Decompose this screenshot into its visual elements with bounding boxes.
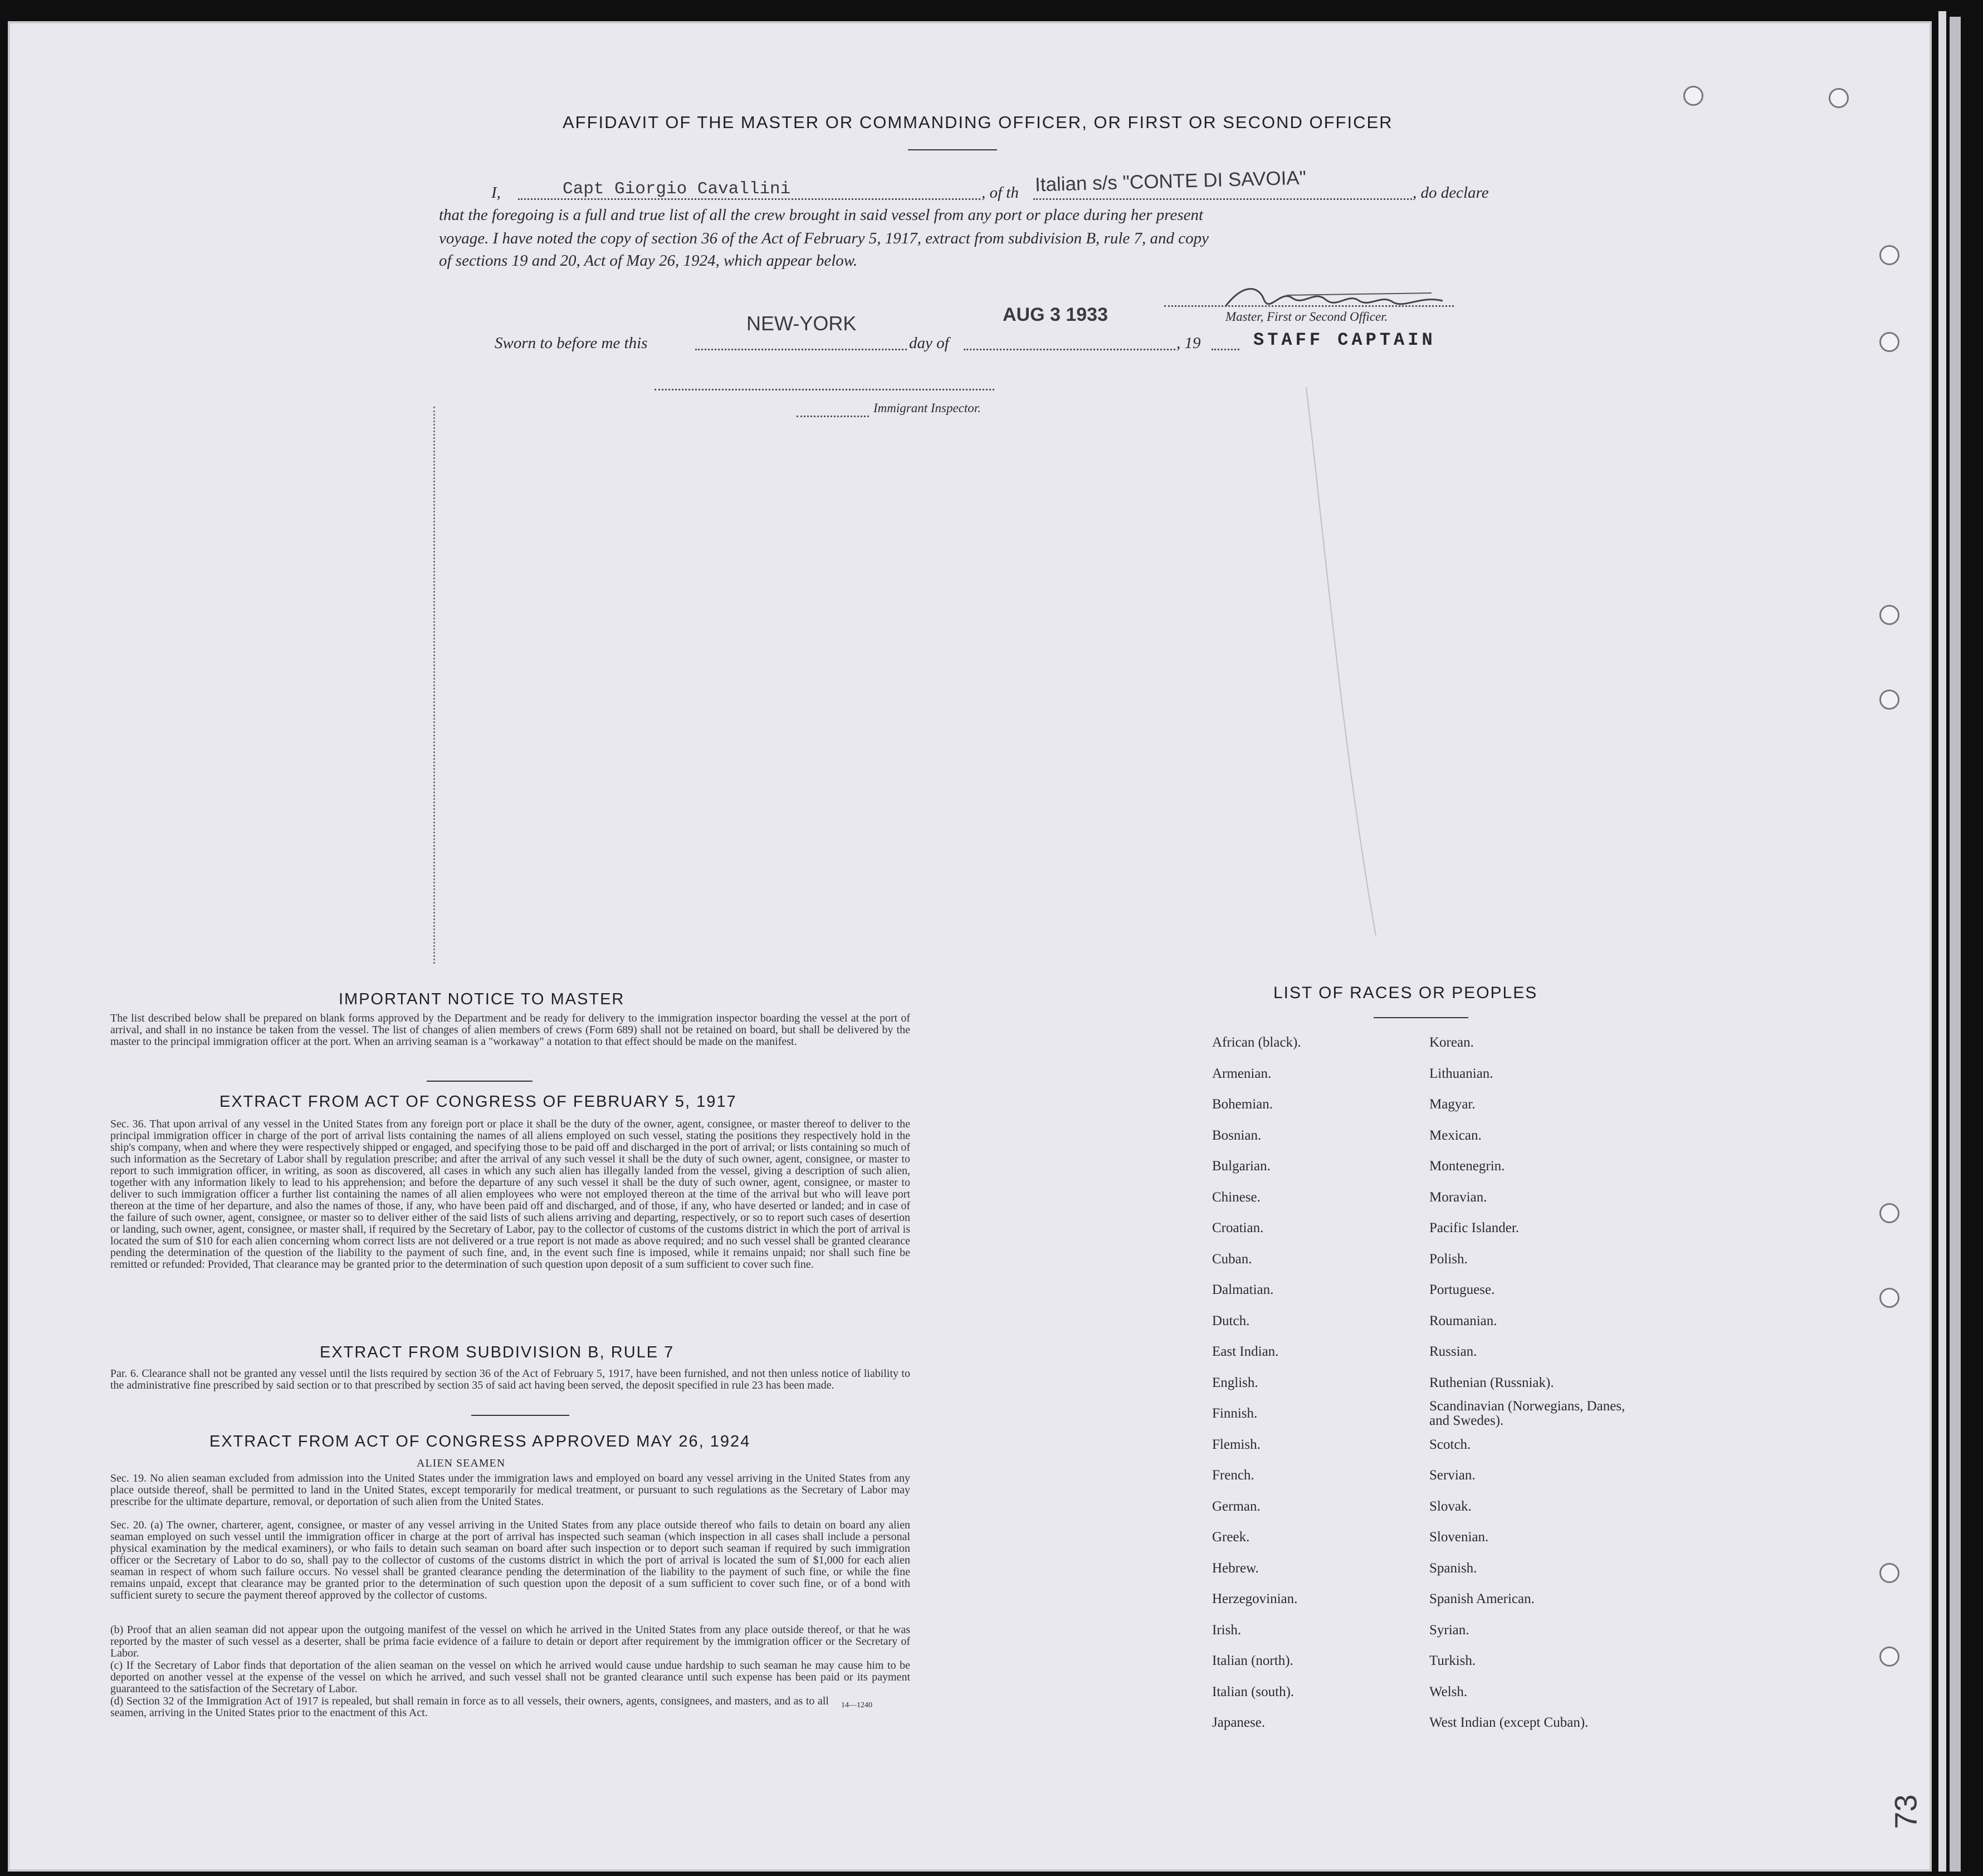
races-left-column (1212, 1027, 1301, 1738)
notice-rule (427, 1081, 533, 1082)
signer-title: Master, First or Second Officer. (1225, 310, 1388, 324)
left-margin-dots (433, 407, 435, 964)
punch-hole (1829, 88, 1849, 108)
race-item: Polish. (1429, 1251, 1468, 1267)
race-item: Spanish. (1429, 1560, 1477, 1576)
sworn-prefix: Sworn to before me this (495, 334, 648, 352)
race-item: African (black). (1212, 1035, 1301, 1050)
punch-hole (1879, 1563, 1899, 1583)
page-edge-shadow (1950, 17, 1961, 1872)
extract3-sec20d: (d) Section 32 of the Immigration Act of 1917 is repealed, but shall remain in force as to all vessels, their owners, agents, consignees, and masters, and as to all seamen, arriving in the United States prior to the enactment of this Act. (110, 1695, 829, 1719)
affidavit-of-the: , of th (981, 184, 1019, 202)
race-item: Welsh. (1429, 1684, 1468, 1699)
pencil-mark (1303, 384, 1381, 941)
race-item: Scandinavian (Norwegians, Danes, and Swedes). (1429, 1399, 1625, 1428)
inspector-line-short (797, 416, 869, 417)
extract2-title: EXTRACT FROM SUBDIVISION B, RULE 7 (320, 1344, 675, 1361)
race-item: Herzegovinian. (1212, 1591, 1298, 1606)
form-number: 14—1240 (841, 1701, 872, 1709)
race-item: Russian. (1429, 1344, 1477, 1359)
extract3-sec20a: Sec. 20. (a) The owner, charterer, agent, consignee, or master of any vessel arriving in the United States from any place outside thereof who fails to detain on board any alien seaman employed on such vessel until the immigration officer in charge at the port of arrival has inspected such seaman (which inspection in all cases shall include a personal physical examination by the medical examiners), or who fails to detain such seaman on board after such inspection or to deport such seaman if required by such immigration officer or the Secretary of Labor to do so, shall pay to the collector of customs of the customs district in which the port of arrival is located the sum of $1,000 for each alien seaman in respect of whom such failure occurs. No vessel shall be granted clearance pending the determination of the liability to the payment of such fine, or while the fine remains unpaid, except that clearance may be granted prior to the determination of such question upon the deposit of a sum sufficient to cover such fine, or of a bond with sufficient surety to secure the payment thereof approved by the collector of customs. (110, 1519, 910, 1601)
race-item: Irish. (1212, 1622, 1242, 1638)
race-item: Japanese. (1212, 1715, 1266, 1730)
affidavit-line3: voyage. I have noted the copy of section 36 of the Act of February 5, 1917, extract from subdivision B, rule 7, and copy (439, 229, 1209, 247)
race-item: Syrian. (1429, 1622, 1469, 1638)
page-edge (1938, 11, 1946, 1872)
race-item: German. (1212, 1498, 1261, 1514)
affidavit-line1-suffix: , do declare (1413, 184, 1489, 202)
extract1-body: Sec. 36. That upon arrival of any vessel in the United States from any foreign port or place it shall be the duty of the owner, agent, consignee, or master thereof to deliver to the principal immigration officer in charge of the port of arrival lists containing the names of all aliens employed on such vessel, stating the positions they respectively hold in the ship's company, when and where they were respectively shipped or engaged, and specifying those to be paid off and discharged in the port of arrival; or lists containing so much of such information as the Secretary of Labor shall by regulation prescribe; and after the arrival of any such vessel it shall be the duty of such owner, agent, consignee, or master to report to such immigration officer, in writing, as soon as discovered, all cases in which any such alien has illegally landed from the vessel, giving a description of such alien, together with any information likely to lead to his apprehension; and before the departure of any such vessel it shall be the duty of such owner, agent, consignee, or master to deliver to such immigration officer a further list containing the names of all alien employees who were not employed thereon at the time of the arrival but who will leave port thereon at the time of her departure, and also the names of those, if any, who have been paid off and discharged, and of those, if any, who have deserted or landed; and in case of the failure of such owner, agent, consignee, or master so to deliver either of the said lists of such aliens arriving and departing, respectively, or so to report such cases of desertion or landing, such owner, agent, consignee, or master shall, if required by the Secretary of Labor, pay to the collector of customs of the customs district in which the port of arrival is located the sum of $10 for each alien concerning whom correct lists are not delivered or a true report is not made as above required; and no such vessel shall be granted clearance pending the determination of the question of the liability to the payment of such fine, and, in the event such fine is imposed, while it remains unpaid; nor shall such fine be remitted or refunded: Provided, That clearance may be granted prior to the determination of such question upon deposit of a sum sufficient to cover such fine. (110, 1118, 910, 1271)
race-item: Bulgarian. (1212, 1159, 1271, 1174)
extract3-subtitle: ALIEN SEAMEN (417, 1457, 506, 1469)
extract3-sec20c: (c) If the Secretary of Labor finds that deportation of the alien seaman on the vessel on which he arrived would cause undue hardship to such seaman he may cause him to be deported on another vessel at the expense of the vessel on which he arrived, and such vessel shall not be granted clearance until such expense has been paid or its payment guaranteed to the satisfaction of the Secretary of Labor. (110, 1659, 910, 1695)
race-item: Pacific Islander. (1429, 1220, 1520, 1235)
race-item: Chinese. (1212, 1189, 1261, 1205)
punch-hole (1879, 332, 1899, 352)
race-item: Turkish. (1429, 1653, 1476, 1668)
race-item: East Indian. (1212, 1344, 1279, 1359)
staff-captain-stamp: STAFF CAPTAIN (1253, 330, 1436, 350)
extract2-body: Par. 6. Clearance shall not be granted any vessel until the lists required by section 36 of the Act of February 5, 1917, have been furnished, and not then unless notice of liability to the administrative fine prescribed by said section or to that prescribed by section 35 of said act having been served, the deposit specified in rule 23 has been made. (110, 1367, 910, 1391)
race-item: Bohemian. (1212, 1097, 1273, 1112)
day-of-label: day of (909, 334, 949, 352)
inspector-line (655, 389, 994, 390)
punch-hole (1879, 690, 1899, 710)
race-item: West Indian (except Cuban). (1429, 1715, 1589, 1730)
affidavit-line4: of sections 19 and 20, Act of May 26, 1924, which appear below. (439, 252, 858, 270)
race-item: Spanish American. (1429, 1591, 1535, 1606)
notice-body: The list described below shall be prepared on blank forms approved by the Department and be ready for delivery to the immigration inspector boarding the vessel at the port of arrival, and shall in no instance be taken from the vessel. The list of changes of alien members of crews (Form 689) shall not be retained on board, but shall be delivered by the master to the principal immigration officer at the port. When an arriving seaman is a "workaway" a notation to that effect should be made on the manifest. (110, 1012, 910, 1048)
punch-hole (1683, 86, 1703, 106)
vessel-name: Italian s/s "CONTE DI SAVOIA" (1034, 167, 1307, 196)
race-item: Ruthenian (Russniak). (1429, 1375, 1554, 1390)
race-item: Greek. (1212, 1530, 1250, 1545)
races-right-column (1429, 1027, 1630, 1738)
extract1-title: EXTRACT FROM ACT OF CONGRESS OF FEBRUARY 5, 1917 (219, 1093, 737, 1111)
date-stamp: AUG 3 1933 (1003, 304, 1108, 325)
extract3-sec19: Sec. 19. No alien seaman excluded from admission into the United States under the immigration laws and employed on board any vessel arriving in the United States from any place outside thereof, shall be permitted to land in the United States, except temporarily for medical treatment, or pursuant to such regulations as the Secretary of Labor may prescribe for the ultimate departure, removal, or deportation of such alien from the United States. (110, 1472, 910, 1508)
race-item: Italian (south). (1212, 1684, 1295, 1699)
notice-title: IMPORTANT NOTICE TO MASTER (339, 990, 625, 1008)
year-prefix: , 19 (1176, 334, 1201, 352)
page-mark: 73 (1888, 1794, 1923, 1829)
punch-hole (1879, 1203, 1899, 1223)
sworn-place-line (695, 349, 907, 350)
races-title: LIST OF RACES OR PEOPLES (1273, 984, 1538, 1002)
race-item: Hebrew. (1212, 1560, 1259, 1576)
heading-rule (908, 149, 997, 150)
affidavit-line2: that the foregoing is a full and true list of all the crew brought in said vessel from any port or place during her present (439, 206, 1204, 224)
extract3-title: EXTRACT FROM ACT OF CONGRESS APPROVED MAY 26, 1924 (209, 1433, 751, 1450)
race-item: Montenegrin. (1429, 1159, 1505, 1174)
punch-hole (1879, 1647, 1899, 1667)
race-item: Italian (north). (1212, 1653, 1293, 1668)
affidavit-line1-prefix: I, (491, 184, 501, 202)
race-item: Korean. (1429, 1035, 1474, 1050)
extract2-rule (471, 1415, 569, 1416)
punch-hole (1879, 605, 1899, 625)
race-item: Dalmatian. (1212, 1282, 1274, 1297)
race-item: Servian. (1429, 1468, 1476, 1483)
race-item: Armenian. (1212, 1066, 1272, 1081)
races-rule (1374, 1017, 1468, 1018)
date-line (964, 349, 1175, 350)
race-item: Bosnian. (1212, 1127, 1262, 1143)
race-item: Cuban. (1212, 1251, 1252, 1267)
punch-hole (1879, 245, 1899, 265)
race-item: Slovenian. (1429, 1530, 1489, 1545)
sworn-place: NEW-YORK (746, 312, 857, 335)
extract3-sec20b: (b) Proof that an alien seaman did not appear upon the outgoing manifest of the vessel on which he arrived in the United States from any place outside thereof, or that he was reported by the master of such vessel as a deserter, shall be prima facie evidence of a failure to detain or deport after requirement by the immigration officer or the Secretary of Labor. (110, 1624, 910, 1659)
race-item: English. (1212, 1375, 1258, 1390)
punch-hole (1879, 1288, 1899, 1308)
race-item: Croatian. (1212, 1220, 1264, 1235)
race-item: Lithuanian. (1429, 1066, 1493, 1081)
race-item: Scotch. (1429, 1437, 1471, 1452)
race-item: Finnish. (1212, 1406, 1258, 1421)
vessel-line (1033, 198, 1412, 200)
affidavit-heading: AFFIDAVIT OF THE MASTER OR COMMANDING OFFICER, OR FIRST OR SECOND OFFICER (563, 113, 1393, 132)
race-item: French. (1212, 1468, 1254, 1483)
race-item: Mexican. (1429, 1127, 1482, 1143)
race-item: Magyar. (1429, 1097, 1476, 1112)
race-item: Roumanian. (1429, 1313, 1497, 1328)
race-item: Slovak. (1429, 1498, 1472, 1514)
race-item: Flemish. (1212, 1437, 1261, 1452)
race-item: Moravian. (1429, 1189, 1487, 1205)
master-name: Capt Giorgio Cavallini (563, 179, 791, 199)
inspector-label: Immigrant Inspector. (873, 401, 981, 415)
race-item: Dutch. (1212, 1313, 1250, 1328)
race-item: Portuguese. (1429, 1282, 1495, 1297)
year-line (1212, 349, 1239, 350)
